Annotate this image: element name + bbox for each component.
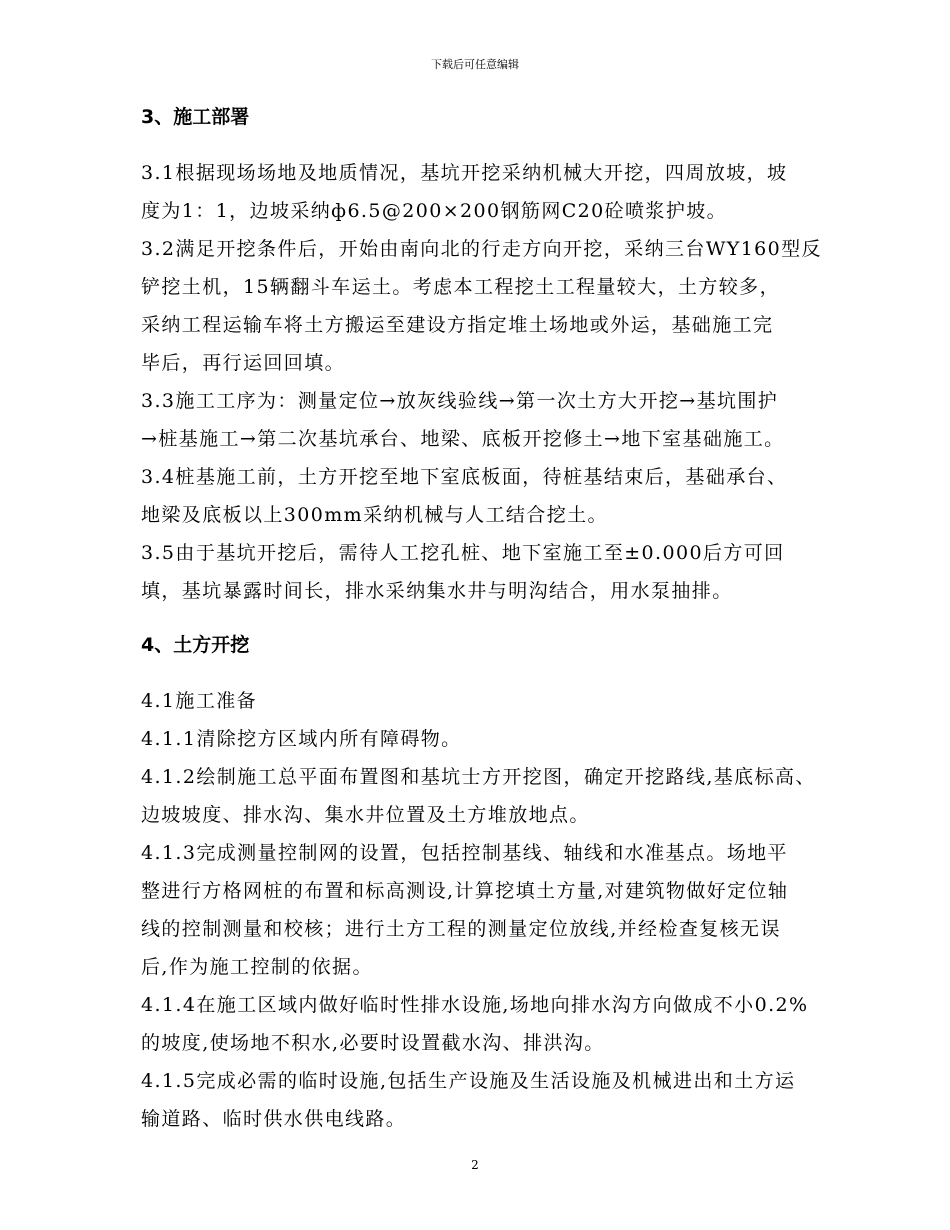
text-line: 整进行方格网桩的布置和标高测设,计算挖填土方量,对建筑物做好定位轴 <box>141 880 789 902</box>
paragraph-3-3 <box>141 382 841 458</box>
text-line: 3.1根据现场场地及地质情况，基坑开挖采纳机械大开挖，四周放坡，坡 <box>141 162 788 184</box>
text-line: 4.1.2绘制施工总平面布置图和基坑士方开挖图，确定开挖路线,基底标高、 <box>141 766 816 788</box>
text-line: 地梁及底板以上300mm采纳机械与人工结合挖土。 <box>141 504 608 526</box>
text-line: 毕后，再行运回回填。 <box>141 352 346 374</box>
paragraph-3-5 <box>141 534 841 610</box>
paragraph-4-1-1 <box>141 720 841 758</box>
text-line: 后,作为施工控制的依据。 <box>141 956 373 978</box>
page-number: 2 <box>471 1158 479 1172</box>
text-line: →桩基施工→第二次基坑承台、地梁、底板开挖修土→地下室基础施工。 <box>141 428 785 450</box>
text-line: 3.5由于基坑开挖后，需待人工挖孔桩、地下室施工至±0.000后方可回 <box>141 542 785 564</box>
paragraph-4-1-5 <box>141 1062 841 1138</box>
paragraph-3-1 <box>141 154 841 230</box>
paragraph-4-1-2 <box>141 758 841 834</box>
paragraph-4-1 <box>141 682 841 720</box>
text-line: 输道路、临时供水供电线路。 <box>141 1108 407 1130</box>
text-line: 边坡坡度、排水沟、集水井位置及土方堆放地点。 <box>141 804 590 826</box>
text-line: 填，基坑暴露时间长，排水采纳集水井与明沟结合，用水泵抽排。 <box>141 580 733 602</box>
text-line: 4.1.4在施工区域内做好临时性排水设施,场地向排水沟方向做成不小0.2% <box>141 994 809 1016</box>
text-line: 铲挖土机，15辆翻斗车运土。考虑本工程挖土工程量较大，土方较多， <box>141 276 780 298</box>
text-line: 3.4桩基施工前，土方开挖至地下室底板面，待桩基结束后，基础承台、 <box>141 466 788 488</box>
text-line: 3.2满足开挖条件后，开始由南向北的行走方向开挖，采纳三台WY160型反 <box>141 238 822 260</box>
paragraph-3-2 <box>141 230 841 382</box>
text-line: 4.1.5完成必需的临时设施,包括生产设施及生活设施及机械进出和土方运 <box>141 1070 796 1092</box>
text-line: 3.3施工工序为：测量定位→放灰线验线→第一次土方大开挖→基坑围护 <box>141 390 779 412</box>
text-line: 4.1.3完成测量控制网的设置，包括控制基线、轴线和水准基点。场地平 <box>141 842 788 864</box>
paragraph-3-4 <box>141 458 841 534</box>
section-heading-excavation: 4、土方开挖 <box>141 634 250 656</box>
text-line: 线的控制测量和校核；进行土方工程的测量定位放线,并经检查复核无误 <box>141 918 781 940</box>
paragraph-4-1-3 <box>141 834 841 986</box>
section-heading-deployment: 3、施工部署 <box>141 106 250 128</box>
text-line: 4.1施工准备 <box>141 690 258 712</box>
page-header-note: 下载后可任意编辑 <box>431 58 519 71</box>
text-line: 的坡度,使场地不积水,必要时设置截水沟、排洪沟。 <box>141 1032 605 1054</box>
text-line: 度为1：1，边坡采纳ф6.5@200×200钢筋网C20砼喷浆护坡。 <box>141 200 728 222</box>
paragraph-4-1-4 <box>141 986 841 1062</box>
text-line: 4.1.1清除挖方区域内所有障碍物。 <box>141 728 462 750</box>
document-body <box>141 98 841 1138</box>
text-line: 采纳工程运输车将土方搬运至建设方指定堆土场地或外运，基础施工完 <box>141 314 774 336</box>
